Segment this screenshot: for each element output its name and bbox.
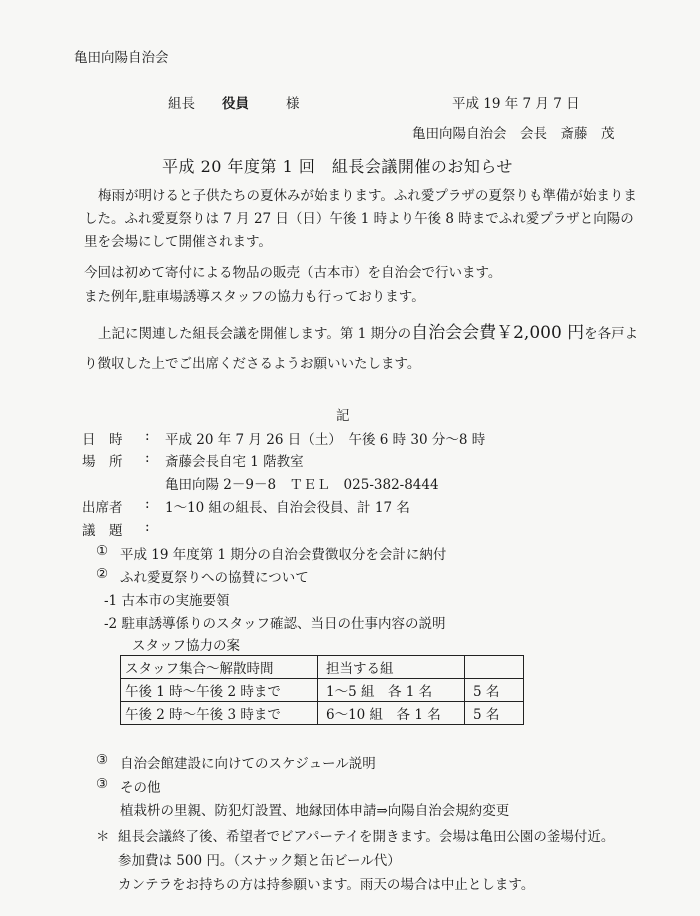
p4-before: 上記に関連した組長会議を開催します。第 1 期分の: [98, 326, 412, 342]
colon: :: [145, 450, 150, 466]
attendees-value: 1～10 組の組長、自治会役員、計 17 名: [165, 500, 410, 516]
table-header-cell: [465, 656, 524, 679]
staff-table-caption: スタッフ協力の案: [132, 638, 240, 654]
fee-emphasis: 自治会会費￥2,000 円: [411, 323, 585, 343]
agenda-mark: ②: [96, 566, 109, 582]
staff-table: [120, 655, 524, 725]
sub-item: -2 駐車誘導係りのスタッフ確認、当日の仕事内容の説明: [104, 616, 446, 632]
table-cell: 5 名: [465, 679, 524, 702]
colon: :: [145, 496, 150, 512]
addressee-honorific: 様: [286, 96, 300, 112]
date-value: 平成 20 年 7 月 26 日（土） 午後 6 時 30 分～8 時: [165, 432, 486, 448]
table-row: [121, 679, 524, 702]
sub-item: -1 古本市の実施要領: [104, 593, 230, 609]
intro-paragraph-1: 梅雨が明けると子供たちの夏休みが始まります。ふれ愛プラザの夏祭りも準備が始まりました。ふれ愛夏祭りは 7 月 27 日（日）午後 1 時より午後 8 時までふれ愛プラザと向陽の里を会場にして開催されます。: [84, 188, 637, 250]
agenda-item: 平成 19 年度第 1 期分の自治会費徴収分を会計に納付: [120, 547, 447, 563]
agenda-item: その他: [120, 780, 161, 796]
place-address: 亀田向陽 2－9－8 ＴＥＬ 025-382-8444: [165, 477, 439, 493]
agenda-item: ふれ愛夏祭りへの協賛について: [120, 570, 309, 586]
table-cell: 午後 1 時～午後 2 時まで: [121, 679, 318, 702]
ki-heading: 記: [336, 408, 350, 424]
agenda-label: 議 題: [82, 523, 123, 539]
table-header-cell: 担当する組: [318, 656, 465, 679]
colon: :: [145, 519, 150, 535]
note-line: 参加費は 500 円。（スナック類と缶ビール代）: [118, 853, 401, 869]
intro-paragraph-4: [84, 318, 644, 379]
sender: 亀田向陽自治会 会長 斎藤 茂: [412, 126, 615, 142]
colon: :: [145, 428, 150, 444]
document-title: 平成 20 年度第 1 回 組長会議開催のお知らせ: [162, 157, 513, 176]
attendees-label: 出席者: [82, 500, 123, 516]
place-label: 場 所: [82, 454, 123, 470]
issue-date: 平成 19 年 7 月 7 日: [452, 96, 580, 112]
organization-name: 亀田向陽自治会: [74, 50, 169, 66]
addressee-title: 組長: [168, 96, 195, 112]
place-value: 斎藤会長自宅 1 階教室: [165, 454, 304, 470]
other-detail: 植栽枡の里親、防犯灯設置、地縁団体申請⇒向陽自治会規約変更: [120, 803, 510, 819]
note-mark: ＊: [96, 829, 110, 845]
agenda-item: 自治会館建設に向けてのスケジュール説明: [120, 756, 376, 772]
date-label: 日 時: [82, 432, 123, 448]
agenda-mark: ①: [96, 543, 109, 559]
table-cell: 午後 2 時～午後 3 時まで: [121, 702, 318, 725]
table-cell: 5 名: [465, 702, 524, 725]
intro-paragraph-2: 今回は初めて寄付による物品の販売（古本市）を自治会で行います。: [84, 265, 502, 281]
p4-after: を各戸より徴収した上でご出席くださるようお願いいたします。: [84, 326, 639, 372]
note-line: 組長会議終了後、希望者でビアパーテイを開きます。会場は亀田公園の釜場付近。: [118, 829, 615, 845]
intro-paragraph-3: また例年,駐車場誘導スタッフの協力も行っております。: [84, 289, 425, 305]
table-cell: 1～5 組 各 1 名: [318, 679, 465, 702]
note-line: カンテラをお持ちの方は持参願います。雨天の場合は中止とします。: [118, 877, 535, 893]
table-header-cell: スタッフ集合～解散時間: [121, 656, 318, 679]
table-header-row: [121, 656, 524, 679]
agenda-mark: ③: [96, 752, 109, 768]
table-cell: 6～10 組 各 1 名: [318, 702, 465, 725]
table-row: [121, 702, 524, 725]
agenda-mark: ③: [96, 776, 109, 792]
addressee-officers: 役員: [222, 96, 249, 112]
